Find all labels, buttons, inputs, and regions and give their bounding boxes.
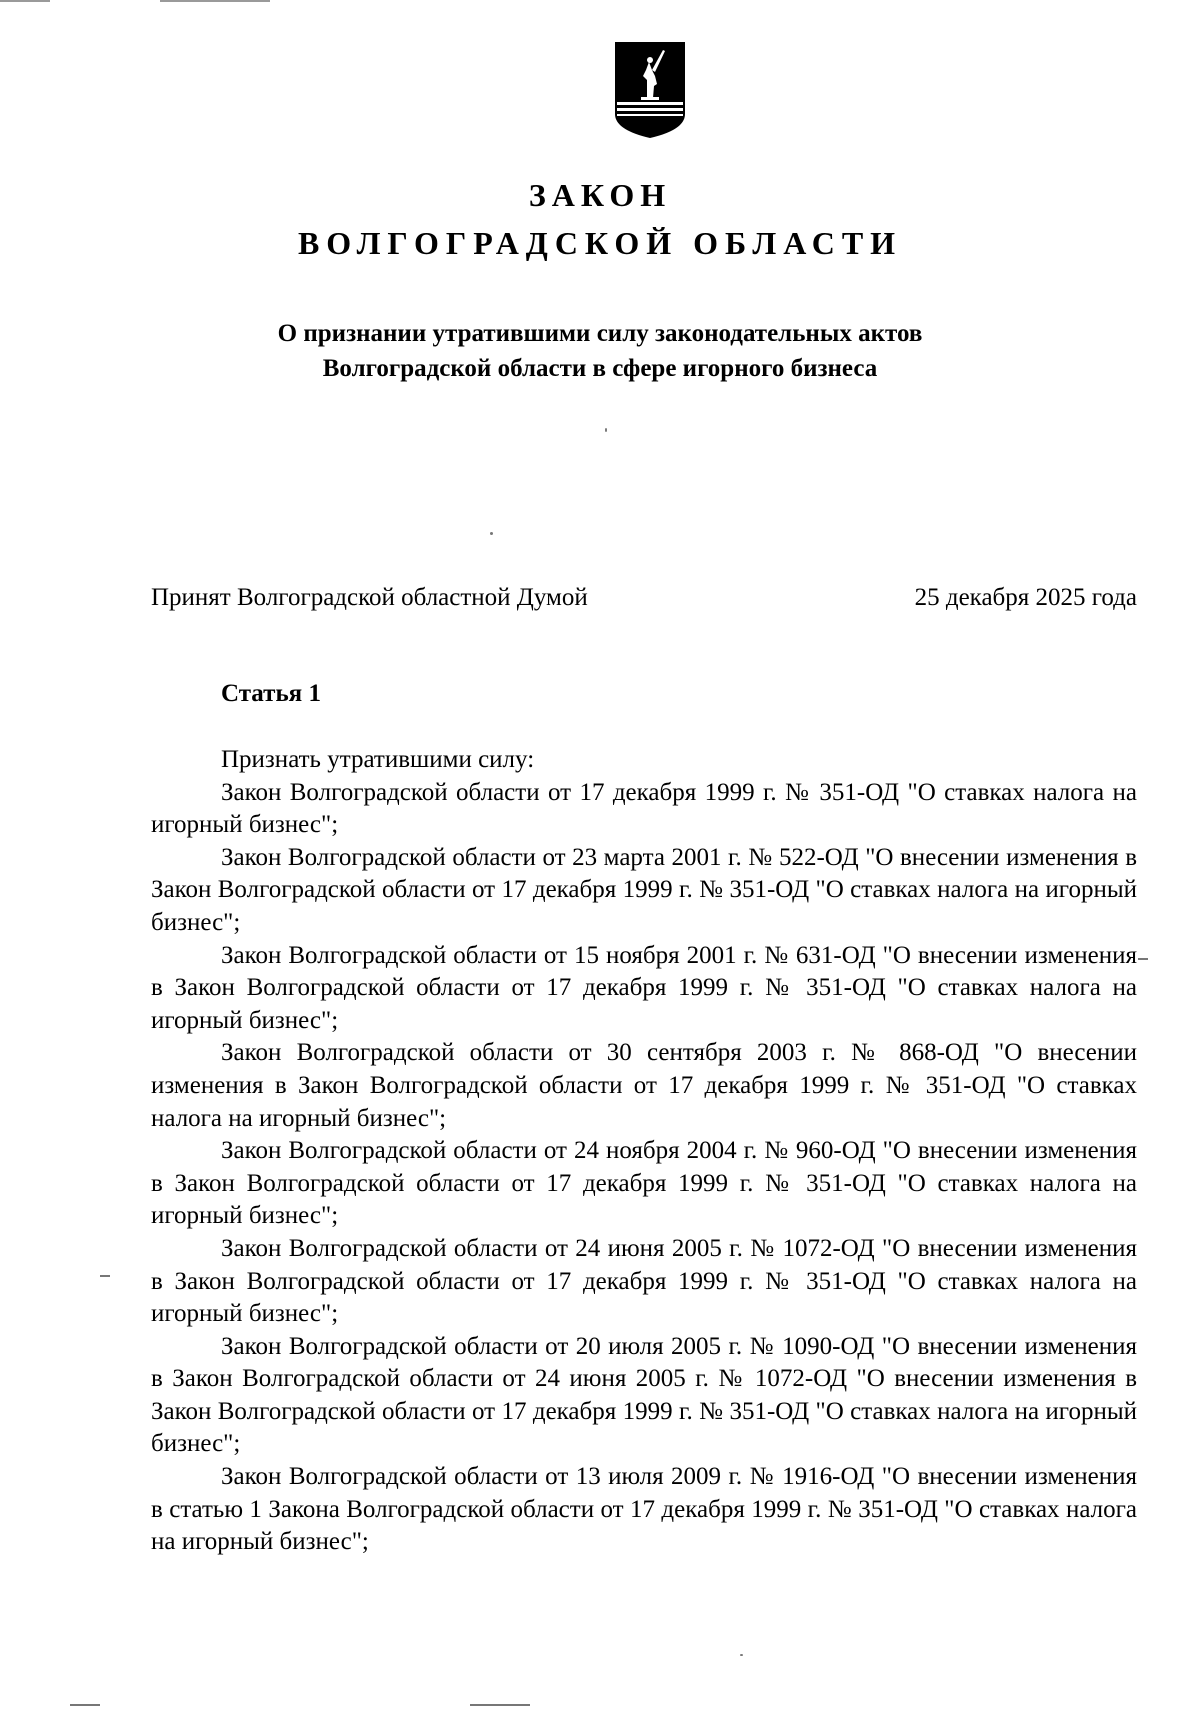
scan-speck xyxy=(100,1275,110,1277)
law-item: Закон Волгоградской области от 13 июля 2009 г. № 1916-ОД "О внесении изменения в статью 1 Закона Волгоградской области от 17 декабря 1999 г. № 351-ОД "О ставках налога на игорный бизнес"; xyxy=(151,1463,1137,1556)
law-item: Закон Волгоградской области от 17 декабря 1999 г. № 351-ОД "О ставках налога на игорный бизнес"; xyxy=(151,778,1137,839)
law-item: Закон Волгоградской области от 20 июля 2005 г. № 1090-ОД "О внесении изменения в Закон Волгоградской области от 24 июня 2005 г. № 1072-ОД "О внесении изменения в Закон Волгоградской области от 17 декабря 1999 г. № 351-ОД "О ставках налога на игорный бизнес"; xyxy=(151,1332,1137,1458)
adopted-by: Принят Волгоградской областной Думой xyxy=(151,584,588,611)
scan-edge-mark xyxy=(160,0,270,2)
coat-of-arms-icon xyxy=(613,40,687,140)
document-title-region: ВОЛГОГРАДСКОЙ ОБЛАСТИ xyxy=(297,225,903,261)
scan-speck xyxy=(490,532,493,535)
law-item: Закон Волгоградской области от 30 сентября 2003 г. № 868-ОД "О внесении изменения в Закон Волгоградской области от 17 декабря 1999 г. № 351-ОД "О ставках налога на игорный бизнес"; xyxy=(151,1039,1137,1132)
adoption-date: 25 декабря 2025 года xyxy=(914,584,1137,611)
law-item: Закон Волгоградской области от 15 ноября 2001 г. № 631-ОД "О внесении изменения в Закон Волгоградской области от 17 декабря 1999 г. № 351-ОД "О ставках налога на игорный бизнес"; xyxy=(151,941,1137,1034)
scan-speck xyxy=(1138,958,1148,960)
article-heading: Статья 1 xyxy=(221,680,321,707)
subtitle-line: Волгоградской области в сфере игорного бизнеса xyxy=(322,355,878,382)
scan-speck xyxy=(70,1704,100,1706)
subtitle-line: О признании утратившими силу законодательных актов xyxy=(277,320,923,347)
adoption-info xyxy=(151,583,1137,613)
scan-speck xyxy=(740,1654,743,1656)
law-item: Закон Волгоградской области от 23 марта 2001 г. № 522-ОД "О внесении изменения в Закон Волгоградской области от 17 декабря 1999 г. № 351-ОД "О ставках налога на игорный бизнес"; xyxy=(151,843,1137,936)
law-item: Закон Волгоградской области от 24 ноября 2004 г. № 960-ОД "О внесении изменения в Закон Волгоградской области от 17 декабря 1999 г. № 351-ОД "О ставках налога на игорный бизнес"; xyxy=(151,1137,1137,1230)
scan-edge-mark xyxy=(0,0,50,2)
law-item: Закон Волгоградской области от 24 июня 2005 г. № 1072-ОД "О внесении изменения в Закон Волгоградской области от 17 декабря 1999 г. № 351-ОД "О ставках налога на игорный бизнес"; xyxy=(151,1234,1137,1328)
article-body xyxy=(151,744,1137,1559)
article-intro: Признать утратившими силу: xyxy=(221,746,535,773)
document-title: ЗАКОН xyxy=(528,177,672,213)
document-subtitle xyxy=(0,316,1200,386)
scan-speck xyxy=(605,428,607,432)
scan-speck xyxy=(470,1704,530,1706)
